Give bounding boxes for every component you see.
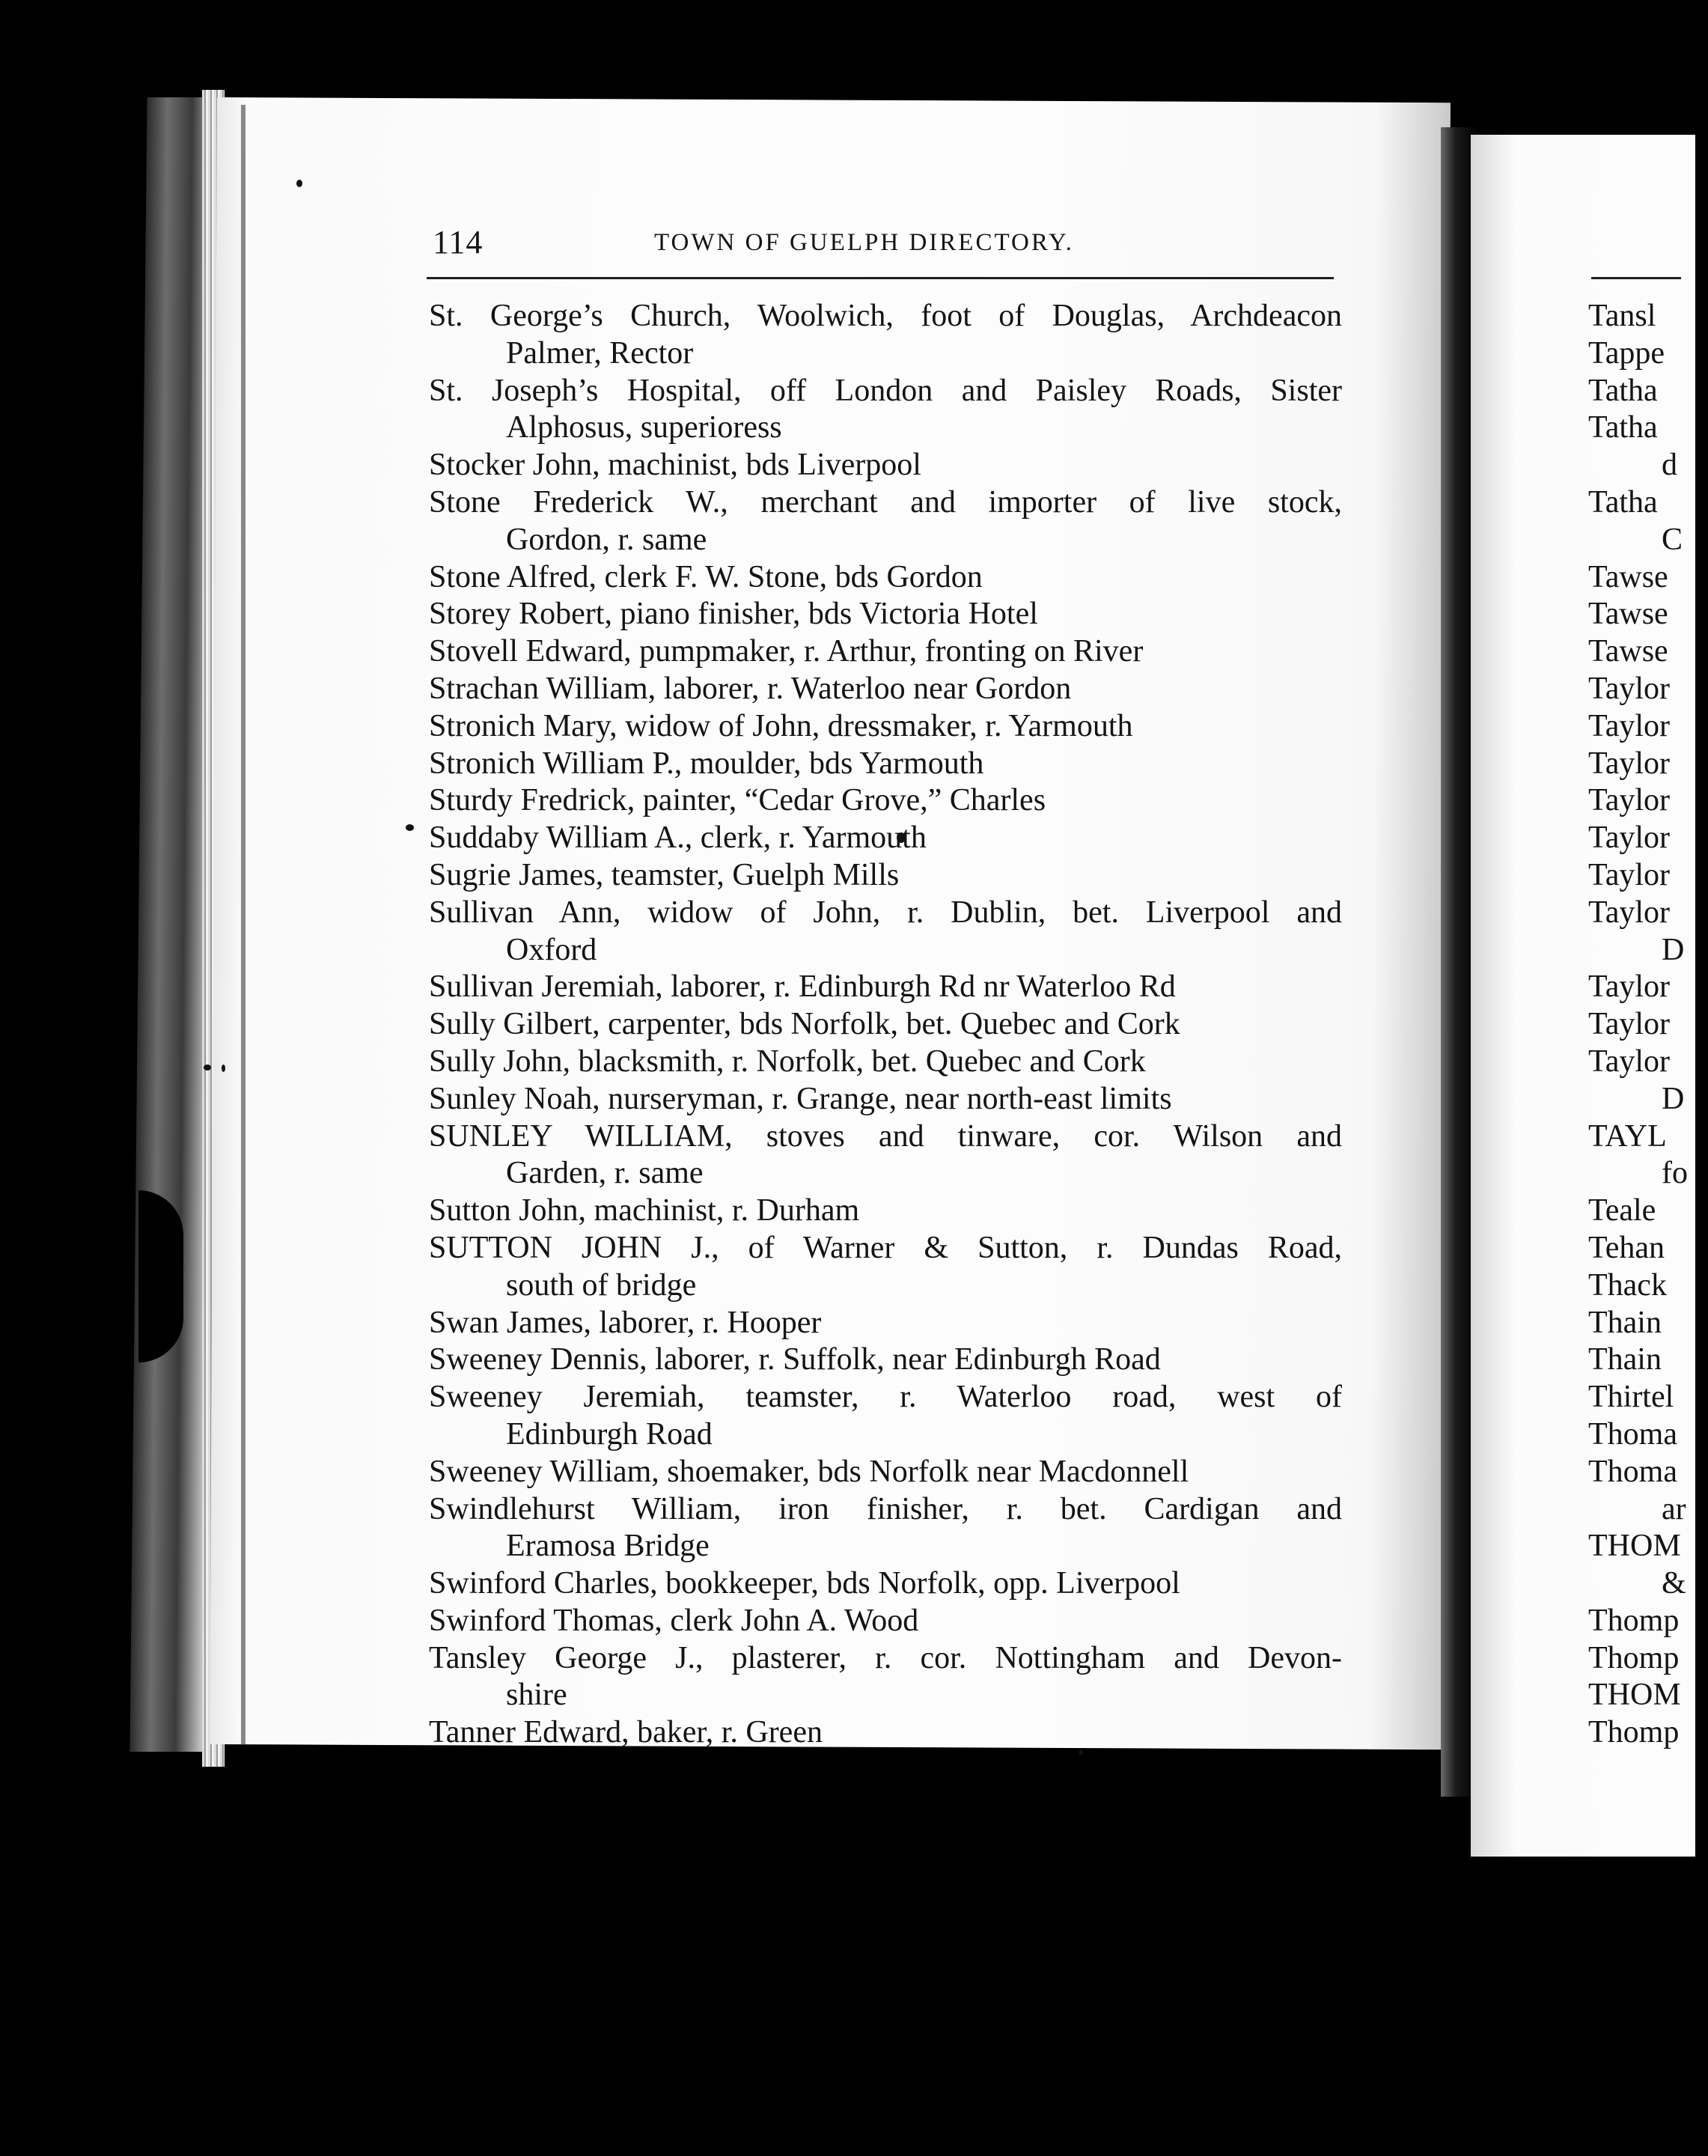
entry-line: Stronich Mary, widow of John, dressmaker, r. Yarmouth <box>429 708 1133 743</box>
facing-page-fragment: Tansl <box>1588 299 1656 333</box>
facing-page-fragment: Taylor <box>1588 857 1671 892</box>
entry-line: St. George’s Church, Woolwich, foot of Douglas, Archdeacon <box>429 299 1342 333</box>
directory-entry <box>429 708 1342 746</box>
directory-entry <box>429 1603 1342 1640</box>
directory-entry <box>429 447 1342 484</box>
facing-page-fragment: & <box>1662 1566 1686 1601</box>
facing-page-fragment: fo <box>1662 1156 1688 1191</box>
entry-line: Sweeney Jeremiah, teamster, r. Waterloo road, west of <box>429 1380 1342 1415</box>
entry-continuation-line: Gordon, r. same <box>506 522 707 557</box>
entry-line: Sullivan Ann, widow of John, r. Dublin, bet. Liverpool and <box>429 895 1342 930</box>
entry-line: Swan James, laborer, r. Hooper <box>429 1305 822 1340</box>
entry-line: Swindlehurst William, iron finisher, r. bet. Cardigan and <box>429 1491 1342 1526</box>
facing-header-rule <box>1591 277 1681 279</box>
ink-speck <box>222 1065 225 1072</box>
entry-line: Strachan William, laborer, r. Waterloo near Gordon <box>429 671 1072 706</box>
facing-page-fragment: TAYL <box>1588 1118 1667 1154</box>
directory-entry <box>429 746 1342 783</box>
entry-line: Sullivan Jeremiah, laborer, r. Edinburgh Rd nr Waterloo Rd <box>429 969 1176 1005</box>
facing-page-fragment: d <box>1662 448 1677 483</box>
directory-entry <box>429 633 1342 671</box>
facing-page-fragment: Thomp <box>1588 1715 1680 1750</box>
facing-page-fragment: Taylor <box>1588 783 1671 818</box>
facing-page-fragment: Thack <box>1588 1267 1667 1303</box>
directory-entry <box>429 1565 1342 1603</box>
entry-line: Stone Frederick W., merchant and importer of live stock, <box>429 484 1342 520</box>
page-header <box>433 223 1340 268</box>
entry-line: Stocker John, machinist, bds Liverpool <box>429 448 921 483</box>
facing-page-fragment: Taylor <box>1588 1044 1671 1079</box>
directory-entry <box>429 782 1342 820</box>
page-damage-notch <box>138 1190 183 1362</box>
entry-line: Stone Alfred, clerk F. W. Stone, bds Gordon <box>429 559 983 594</box>
entry-continuation-line: Edinburgh Road <box>506 1416 713 1452</box>
directory-entry <box>429 373 1342 448</box>
entry-line: Stronich William P., moulder, bds Yarmouth <box>429 746 984 781</box>
directory-entry <box>429 1491 1342 1566</box>
facing-page-fragment: D <box>1662 1081 1685 1116</box>
entry-continuation-line: Eramosa Bridge <box>506 1529 710 1564</box>
directory-entry <box>429 484 1342 559</box>
directory-entry <box>429 1006 1342 1044</box>
entry-line: Sully Gilbert, carpenter, bds Norfolk, bet. Quebec and Cork <box>429 1007 1180 1042</box>
entry-line: Sutton John, machinist, r. Durham <box>429 1193 860 1228</box>
entry-line: Storey Robert, piano finisher, bds Victoria Hotel <box>429 597 1038 632</box>
facing-page-fragment: Taylor <box>1588 895 1671 930</box>
entry-line: Swinford Thomas, clerk John A. Wood <box>429 1603 919 1638</box>
facing-page-fragment: Taylor <box>1588 1007 1671 1042</box>
facing-page-fragment: Taylor <box>1588 671 1671 706</box>
entry-line: Sweeney William, shoemaker, bds Norfolk near Macdonnell <box>429 1454 1189 1489</box>
facing-page-fragment: Taylor <box>1588 969 1671 1005</box>
directory-entry <box>429 895 1342 969</box>
entry-line: SUTTON JOHN J., of Warner & Sutton, r. Dundas Road, <box>429 1230 1342 1265</box>
entry-line: Sweeney Dennis, laborer, r. Suffolk, near Edinburgh Road <box>429 1342 1161 1377</box>
directory-entry <box>429 298 1342 373</box>
facing-page-fragment: Thoma <box>1588 1454 1677 1489</box>
facing-page-fragment: THOM <box>1588 1678 1681 1713</box>
facing-page-fragment: Thomp <box>1588 1640 1680 1675</box>
entry-line: Sully John, blacksmith, r. Norfolk, bet. Quebec and Cork <box>429 1044 1146 1079</box>
entry-line: Tansley George J., plasterer, r. cor. Nottingham and Devon- <box>429 1640 1342 1675</box>
directory-entry <box>429 857 1342 895</box>
directory-entry <box>429 1305 1342 1342</box>
directory-entry <box>429 1454 1342 1491</box>
facing-page-fragment: Teale <box>1588 1193 1656 1228</box>
directory-entry <box>429 1193 1342 1230</box>
facing-page-fragment: Tatha <box>1588 410 1658 445</box>
facing-page-fragment: Thain <box>1588 1342 1662 1377</box>
directory-entry <box>429 671 1342 708</box>
running-title: TOWN OF GUELPH DIRECTORY. <box>654 229 1074 256</box>
directory-entry <box>429 1044 1342 1081</box>
entry-line: Sugrie James, teamster, Guelph Mills <box>429 857 900 892</box>
facing-page-fragment: Taylor <box>1588 708 1671 743</box>
entry-line: Sunley Noah, nurseryman, r. Grange, near north-east limits <box>429 1081 1172 1116</box>
facing-page-fragment: Tatha <box>1588 484 1658 520</box>
facing-page-column <box>1588 298 1708 1752</box>
facing-page-fragment: Tappe <box>1588 335 1665 371</box>
facing-page-fragment: Tawse <box>1588 634 1668 669</box>
entry-continuation-line: south of bridge <box>506 1267 697 1303</box>
facing-page-fragment: Tawse <box>1588 559 1668 594</box>
directory-entry <box>429 1342 1342 1379</box>
page-fold-line <box>241 105 245 1744</box>
entry-line: Sturdy Fredrick, painter, “Cedar Grove,” Charles <box>429 783 1046 818</box>
facing-page-fragment: Taylor <box>1588 746 1671 781</box>
facing-page-fragment: Thain <box>1588 1305 1662 1340</box>
directory-entry <box>429 559 1342 597</box>
directory-entry <box>429 1081 1342 1118</box>
facing-page-fragment: Tatha <box>1588 373 1658 408</box>
directory-entry <box>429 1379 1342 1454</box>
entry-line: Swinford Charles, bookkeeper, bds Norfolk, opp. Liverpool <box>429 1566 1180 1601</box>
ink-speck <box>406 824 414 831</box>
directory-entry <box>429 596 1342 633</box>
facing-page-fragment: Thomp <box>1588 1603 1680 1638</box>
facing-page-fragment: Tawse <box>1588 597 1668 632</box>
entry-continuation-line: shire <box>506 1678 567 1713</box>
entry-continuation-line: Alphosus, superioress <box>506 410 782 445</box>
directory-entry <box>429 1640 1342 1715</box>
facing-page-fragment: Thoma <box>1588 1416 1677 1452</box>
facing-page-fragment: C <box>1662 522 1683 557</box>
entry-continuation-line: Garden, r. same <box>506 1156 704 1191</box>
directory-entry <box>429 969 1342 1006</box>
facing-page-fragment: Tehan <box>1588 1230 1665 1265</box>
entry-line: Suddaby William A., clerk, r. Yarmouth <box>429 820 927 856</box>
header-rule <box>427 277 1334 279</box>
facing-page-fragment: Taylor <box>1588 820 1671 856</box>
entry-line: Stovell Edward, pumpmaker, r. Arthur, fronting on River <box>429 634 1144 669</box>
entry-continuation-line: Oxford <box>506 932 597 967</box>
facing-page-fragment: Thirtel <box>1588 1380 1674 1415</box>
facing-page-fragment: D <box>1662 932 1685 967</box>
directory-entry <box>429 820 1342 857</box>
entry-line: SUNLEY WILLIAM, stoves and tinware, cor. Wilson and <box>429 1118 1342 1154</box>
ink-speck <box>204 1065 211 1071</box>
ink-speck <box>296 180 302 187</box>
directory-entry <box>429 1118 1342 1193</box>
facing-page-fragment: THOM <box>1588 1529 1681 1564</box>
directory-entry <box>429 1714 1342 1752</box>
entry-line: St. Joseph’s Hospital, off London and Paisley Roads, Sister <box>429 373 1342 408</box>
facing-page-fragment: ar <box>1662 1491 1686 1526</box>
entry-continuation-line: Palmer, Rector <box>506 335 694 371</box>
directory-entries <box>429 298 1342 1752</box>
entry-line: Tanner Edward, baker, r. Green <box>429 1715 823 1750</box>
page-number: 114 <box>433 224 484 261</box>
directory-entry <box>429 1230 1342 1305</box>
